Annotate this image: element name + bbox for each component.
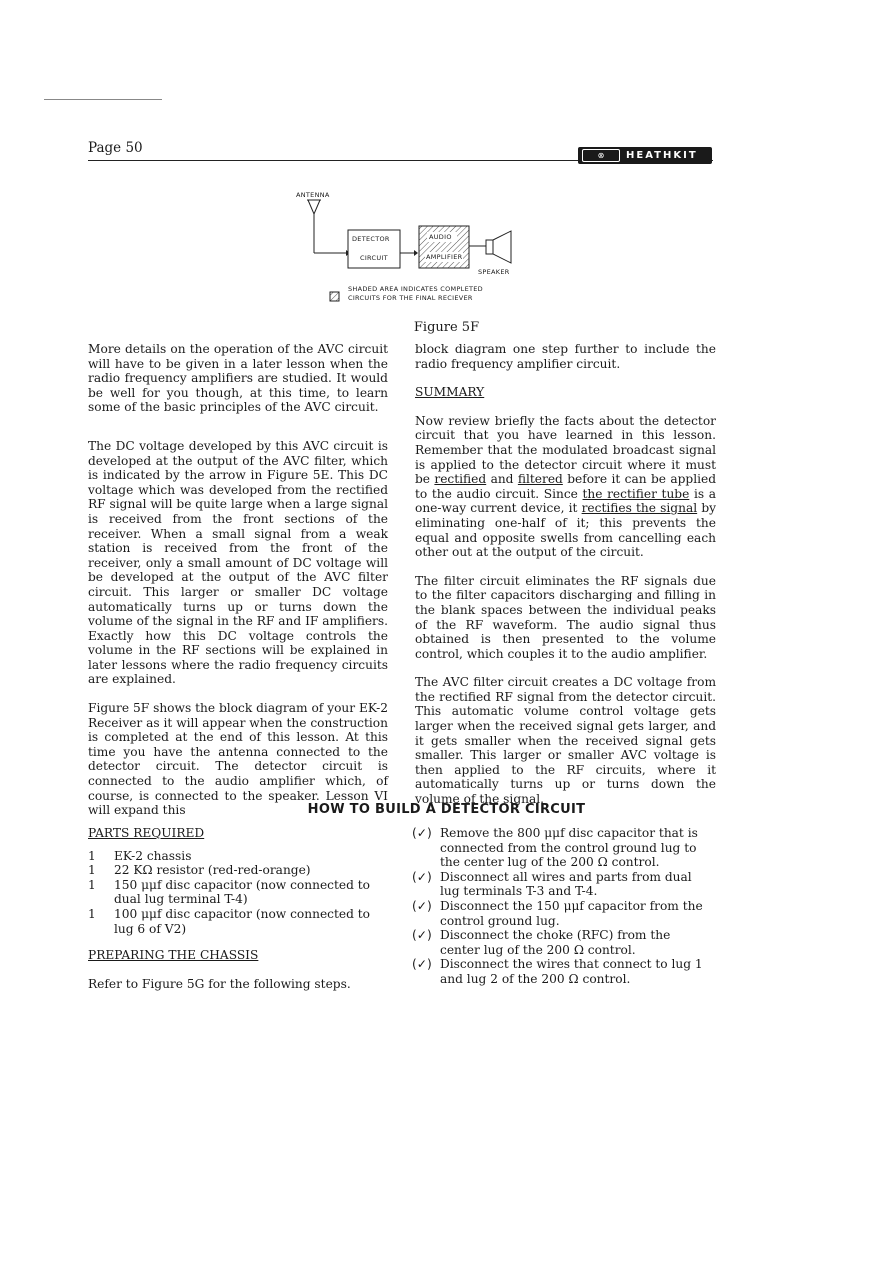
- speaker-label: SPEAKER: [478, 268, 510, 276]
- step-checkbox[interactable]: (✓): [412, 869, 432, 884]
- section-heading: HOW TO BUILD A DETECTOR CIRCUIT: [307, 802, 586, 817]
- parts-item: [88, 849, 388, 864]
- legend-swatch: [330, 292, 339, 301]
- step-item: [412, 826, 714, 870]
- emphasis-filtered: filtered: [517, 472, 563, 487]
- heathkit-logo: [578, 147, 712, 164]
- parts-list: [88, 849, 388, 937]
- parts-qty: 1: [88, 848, 96, 863]
- steps-list: [412, 826, 714, 987]
- parts-qty: 1: [88, 877, 96, 892]
- summary-text-and: and: [486, 472, 518, 487]
- right-column: [415, 342, 716, 807]
- right-paragraph-4: The AVC filter circuit creates a DC voltage from the rectified RF signal from the detector circuit. This automatic volume control voltage gets larger when the received signal gets larger, and it gets smaller when the received signal gets smaller. This larger or smaller AVC voltage is then applied to the RF circuits, where it automatically turns up or turns down the volume of the signal.: [415, 675, 716, 807]
- step-checkbox[interactable]: (✓): [412, 957, 432, 972]
- audio-label-2: AMPLIFIER: [426, 253, 463, 261]
- audio-label-1: AUDIO: [429, 233, 452, 241]
- step-text: Disconnect all wires and parts from dual lug terminals T-3 and T-4.: [440, 869, 692, 899]
- parts-desc: 150 μμf disc capacitor (now connected to dual lug terminal T-4): [114, 877, 371, 907]
- speaker-icon: [486, 240, 493, 254]
- emphasis-rectifier-tube: the rectifier tube: [582, 486, 690, 501]
- parts-desc: 22 KΩ resistor (red-red-orange): [114, 863, 311, 878]
- antenna-label: ANTENNA: [296, 191, 330, 199]
- step-text: Disconnect the 150 μμf capacitor from the control ground lug.: [440, 898, 703, 928]
- step-item: [412, 899, 714, 928]
- emphasis-rectified: rectified: [434, 472, 487, 487]
- legend-line-1: SHADED AREA INDICATES COMPLETED: [348, 285, 483, 293]
- block-diagram: [290, 188, 530, 306]
- step-text: Disconnect the wires that connect to lug 1 and lug 2 of the 200 Ω control.: [440, 957, 703, 986]
- step-text: Remove the 800 μμf disc capacitor that is connected from the control ground lug to the center lug of the 200 Ω control.: [440, 826, 698, 870]
- summary-heading: SUMMARY: [415, 385, 485, 400]
- parts-item: [88, 907, 388, 936]
- step-text: Disconnect the choke (RFC) from the center lug of the 200 Ω control.: [440, 928, 671, 957]
- parts-heading: PARTS REQUIRED: [88, 826, 205, 840]
- step-checkbox[interactable]: (✓): [412, 826, 432, 840]
- preparing-heading: PREPARING THE CHASSIS: [88, 948, 259, 963]
- parts-qty: 1: [88, 906, 96, 921]
- parts-item: [88, 878, 388, 907]
- page-number: Page 50: [88, 140, 143, 156]
- legend-line-2: CIRCUITS FOR THE FINAL RECIEVER: [348, 294, 473, 302]
- step-item: [412, 957, 714, 986]
- step-item: [412, 870, 714, 899]
- logo-emblem-icon: ⊗: [582, 149, 620, 162]
- right-paragraph-3: The filter circuit eliminates the RF signals due to the filter capacitors discharging and filling in the blank spaces between the individual peaks of the RF waveform. The audio signal thus obtained is then presented to the volume control, which couples it to the audio amplifier.: [415, 573, 716, 661]
- left-column: [88, 342, 388, 818]
- step-checkbox[interactable]: (✓): [412, 898, 432, 913]
- brand-name: HEATHKIT: [626, 150, 698, 161]
- step-item: [412, 928, 714, 957]
- parts-desc: 100 μμf disc capacitor (now connected to lug 6 of V2): [114, 906, 371, 936]
- left-paragraph-2: The DC voltage developed by this AVC circuit is developed at the output of the AVC filter, which is indicated by the arrow in Figure 5E. This DC voltage which was developed from the rectified RF signal will be quite large when a large signal is received from the front sections of the receiver. When a small signal from a weak station is received from the front of the receiver, only a small amount of DC voltage will be developed at the output of the AVC filter circuit. This larger or smaller DC voltage automatically turns up or turns down the volume of the signal in the RF and IF amplifiers. Exactly how this DC voltage controls the volume in the RF sections will be explained in later lessons where the radio frequency circuits are explained.: [88, 438, 388, 687]
- summary-text-c: is a one-way current device, it: [415, 486, 717, 516]
- summary-text-d: by eliminating one-half of it; this prevents the equal and opposite swells from cancelling each other out at the output of the circuit.: [415, 501, 717, 560]
- right-paragraph-2: [415, 414, 716, 560]
- step-checkbox[interactable]: (✓): [412, 928, 432, 943]
- summary-text-a: Now review briefly the facts about the detector circuit that you have learned in this lesson. Remember that the modulated broadcast signal is applied to the detector circuit where it must be: [415, 413, 716, 487]
- antenna-icon: [308, 200, 320, 214]
- left-paragraph-3: Figure 5F shows the block diagram of your EK-2 Receiver as it will appear when the construction is completed at the end of this lesson. At this time you have the antenna connected to the detector circuit. The detector circuit is connected to the audio amplifier which, of course, is connected to the speaker. Lesson VI will expand this: [88, 701, 388, 818]
- right-paragraph-1: block diagram one step further to include the radio frequency amplifier circuit.: [415, 342, 716, 371]
- emphasis-rectifies-signal: rectifies the signal: [581, 501, 698, 516]
- detector-label-1: DETECTOR: [352, 235, 390, 243]
- parts-qty: 1: [88, 863, 96, 878]
- summary-text-b: before it can be applied to the audio circuit. Since: [415, 472, 717, 501]
- preparing-text: Refer to Figure 5G for the following steps.: [88, 976, 351, 991]
- parts-section: [88, 826, 388, 991]
- detector-label-2: CIRCUIT: [360, 254, 388, 262]
- parts-item: [88, 863, 388, 878]
- parts-desc: EK-2 chassis: [114, 848, 192, 863]
- figure-caption: Figure 5F: [413, 320, 480, 335]
- left-paragraph-1: More details on the operation of the AVC circuit will have to be given in a later lesson when the radio frequency amplifiers are studied. It would be well for you though, at this time, to learn some of the basic principles of the AVC circuit.: [88, 342, 388, 415]
- top-rule: [44, 99, 162, 100]
